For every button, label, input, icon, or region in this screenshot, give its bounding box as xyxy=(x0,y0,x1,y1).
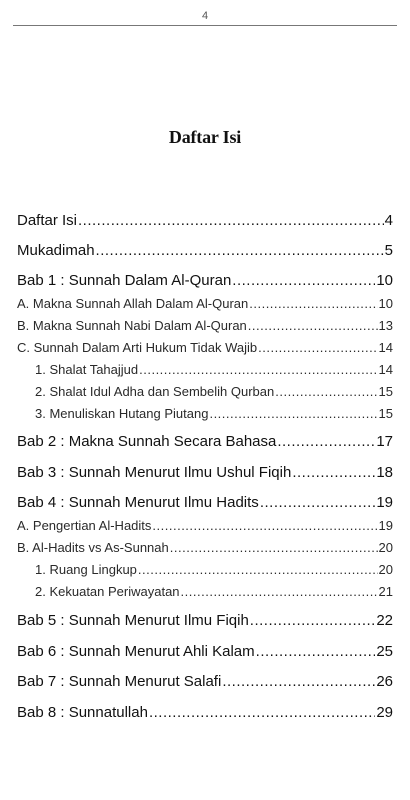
toc-entry[interactable] xyxy=(17,318,393,333)
toc-dot-leader xyxy=(78,212,384,229)
toc-entry-label: Bab 6 : Sunnah Menurut Ahli Kalam xyxy=(17,643,255,660)
toc-entry-label: 2. Kekuatan Periwayatan xyxy=(35,584,180,599)
toc-entry[interactable] xyxy=(17,464,393,481)
toc-entry-label: 1. Shalat Tahajjud xyxy=(35,362,139,377)
toc-entry-label: 2. Shalat Idul Adha dan Sembelih Qurban xyxy=(35,384,275,399)
toc-entry[interactable] xyxy=(17,433,393,450)
toc-entry-page: 19 xyxy=(378,518,393,533)
toc-entry-label: 3. Menuliskan Hutang Piutang xyxy=(35,406,209,421)
toc-entry[interactable] xyxy=(17,518,393,533)
toc-dot-leader xyxy=(292,464,375,481)
toc-entry[interactable] xyxy=(35,562,393,577)
toc-entry-page: 15 xyxy=(378,406,393,421)
toc-entry-page: 15 xyxy=(378,384,393,399)
toc-entry[interactable] xyxy=(17,340,393,355)
toc-entry-page: 17 xyxy=(376,433,393,450)
toc-entry[interactable] xyxy=(35,384,393,399)
toc-dot-leader xyxy=(258,340,377,355)
toc-entry-page: 14 xyxy=(378,340,393,355)
toc-entry-label: Bab 5 : Sunnah Menurut Ilmu Fiqih xyxy=(17,612,249,629)
toc-entry-label: Bab 3 : Sunnah Menurut Ilmu Ushul Fiqih xyxy=(17,464,292,481)
toc-entry-label: Bab 4 : Sunnah Menurut Ilmu Hadits xyxy=(17,494,259,511)
toc-entry-label: C. Sunnah Dalam Arti Hukum Tidak Wajib xyxy=(17,340,258,355)
toc-entry-page: 22 xyxy=(376,612,393,629)
toc-entry-label: Bab 1 : Sunnah Dalam Al-Quran xyxy=(17,272,232,289)
toc-dot-leader xyxy=(275,384,377,399)
toc-dot-leader xyxy=(170,540,378,555)
toc-entry-page: 20 xyxy=(378,540,393,555)
page-number: 4 xyxy=(201,10,209,22)
toc-dot-leader xyxy=(260,494,376,511)
toc-entry[interactable] xyxy=(17,494,393,511)
toc-entry-page: 20 xyxy=(378,562,393,577)
toc-dot-leader xyxy=(181,584,378,599)
toc-entry-label: B. Makna Sunnah Nabi Dalam Al-Quran xyxy=(17,318,247,333)
toc-dot-leader xyxy=(209,406,377,421)
toc-entry[interactable] xyxy=(17,673,393,690)
toc-dot-leader xyxy=(139,362,377,377)
toc-dot-leader xyxy=(256,643,376,660)
toc-dot-leader xyxy=(249,296,377,311)
toc-entry[interactable] xyxy=(35,406,393,421)
toc-dot-leader xyxy=(222,673,375,690)
toc-entry-label: Bab 8 : Sunnatullah xyxy=(17,704,148,721)
toc-dot-leader xyxy=(248,318,378,333)
toc-entry[interactable] xyxy=(17,212,393,229)
toc-entry-label: A. Makna Sunnah Allah Dalam Al-Quran xyxy=(17,296,249,311)
toc-entry-page: 21 xyxy=(378,584,393,599)
toc-entry[interactable] xyxy=(17,704,393,721)
toc-entry-page: 4 xyxy=(384,212,393,229)
toc-dot-leader xyxy=(152,518,377,533)
toc-entry[interactable] xyxy=(17,296,393,311)
toc-dot-leader xyxy=(232,272,375,289)
toc-entry-page: 10 xyxy=(376,272,393,289)
toc-entry[interactable] xyxy=(17,612,393,629)
toc-entry-label: B. Al-Hadits vs As-Sunnah xyxy=(17,540,169,555)
toc-dot-leader xyxy=(138,562,378,577)
toc-entry-label: 1. Ruang Lingkup xyxy=(35,562,137,577)
toc-entry-page: 19 xyxy=(376,494,393,511)
toc-entry-page: 26 xyxy=(376,673,393,690)
toc-entry-page: 5 xyxy=(384,242,393,259)
toc-title: Daftar Isi xyxy=(168,127,242,147)
toc-entry[interactable] xyxy=(17,540,393,555)
toc-entry-label: Daftar Isi xyxy=(17,212,78,229)
toc-entry-label: Mukadimah xyxy=(17,242,95,259)
toc-entry-page: 29 xyxy=(376,704,393,721)
toc-dot-leader xyxy=(277,433,375,450)
toc-dot-leader xyxy=(149,704,375,721)
toc-entry[interactable] xyxy=(17,272,393,289)
toc-entry-page: 18 xyxy=(376,464,393,481)
toc-entry-page: 14 xyxy=(378,362,393,377)
toc-entry[interactable] xyxy=(17,242,393,259)
toc-dot-leader xyxy=(250,612,376,629)
toc-entry-label: Bab 2 : Makna Sunnah Secara Bahasa xyxy=(17,433,277,450)
toc-entry[interactable] xyxy=(35,584,393,599)
toc-entry[interactable] xyxy=(17,643,393,660)
toc-entry[interactable] xyxy=(35,362,393,377)
toc-entry-label: Bab 7 : Sunnah Menurut Salafi xyxy=(17,673,222,690)
toc-dot-leader xyxy=(96,242,384,259)
toc-entry-page: 25 xyxy=(376,643,393,660)
toc-entry-page: 13 xyxy=(378,318,393,333)
toc-entry-label: A. Pengertian Al-Hadits xyxy=(17,518,152,533)
header-rule xyxy=(13,25,397,26)
toc-entry-page: 10 xyxy=(378,296,393,311)
